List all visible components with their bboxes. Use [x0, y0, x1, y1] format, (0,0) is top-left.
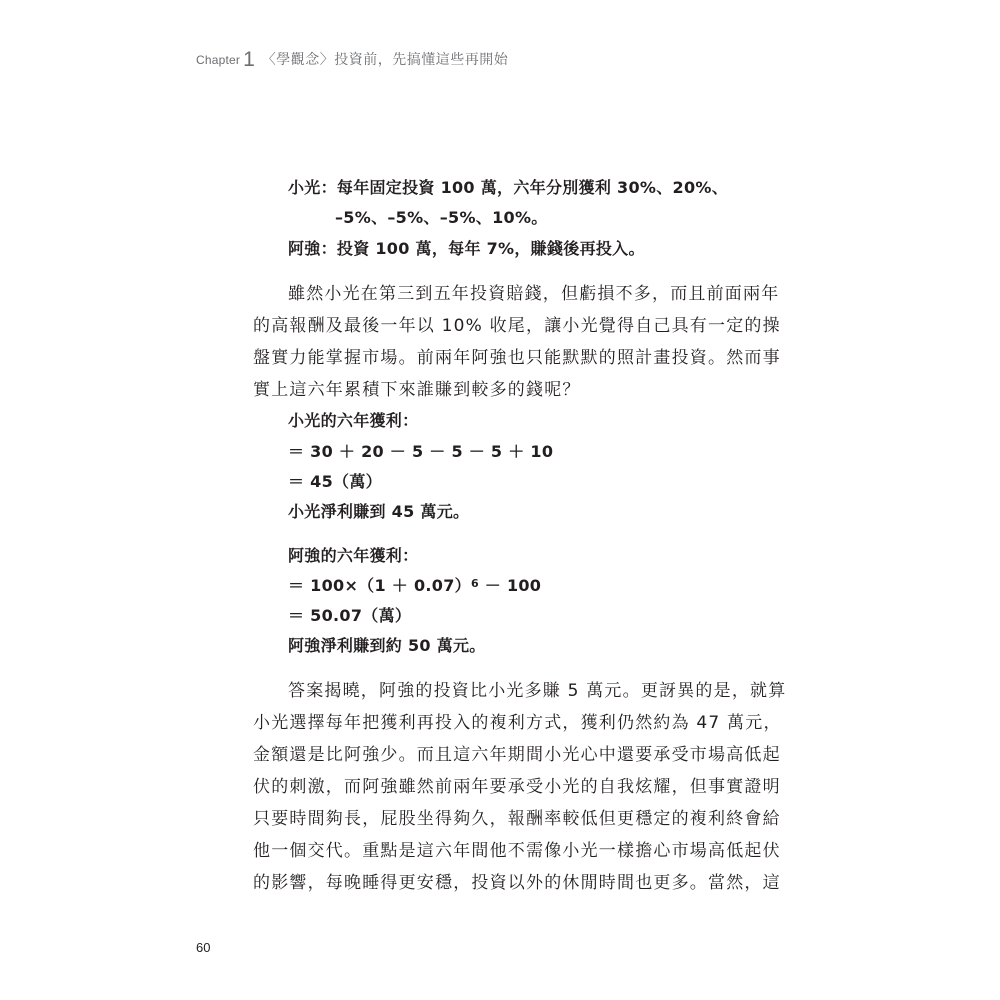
paragraph2-line: 只要時間夠長，屁股坐得夠久，報酬率較低但更穩定的複利終會給 — [253, 809, 781, 829]
chapter-number: 1 — [243, 48, 255, 71]
running-header — [196, 46, 508, 70]
paragraph2-line: 他一個交代。重點是這六年間他不需像小光一樣擔心市場高低起伏 — [253, 841, 781, 861]
scenario-aqiang-line: 阿強：投資 100 萬，每年 7%，賺錢後再投入。 — [288, 239, 645, 258]
paragraph1-line: 雖然小光在第三到五年投資賠錢，但虧損不多，而且前面兩年 — [288, 284, 780, 304]
xiaoguang-calc-line: ＝ 30 ＋ 20 － 5 － 5 － 5 ＋ 10 — [288, 442, 554, 461]
xiaoguang-calc-total: ＝ 45（萬） — [288, 472, 382, 491]
paragraph1-line: 的高報酬及最後一年以 10% 收尾，讓小光覺得自己具有一定的操 — [253, 316, 781, 336]
xiaoguang-calc-title: 小光的六年獲利： — [288, 411, 419, 430]
paragraph2-line: 伏的刺激，而阿強雖然前兩年要承受小光的自我炫耀，但事實證明 — [253, 777, 781, 797]
aqiang-calc-formula — [288, 573, 541, 596]
paragraph1-line: 實上這六年累積下來誰賺到較多的錢呢？ — [253, 380, 581, 400]
aqiang-calc-result: 阿強淨利賺到約 50 萬元。 — [288, 636, 486, 655]
paragraph2-line: 小光選擇每年把獲利再投入的複利方式，獲利仍然約為 47 萬元， — [253, 713, 782, 733]
formula-prefix: ＝ 100×（1 ＋ 0.07） — [288, 576, 471, 595]
paragraph2-line: 金額還是比阿強少。而且這六年期間小光心中還要承受市場高低起 — [253, 745, 781, 765]
paragraph1-line: 盤實力能掌握市場。前兩年阿強也只能默默的照計畫投資。然而事 — [253, 348, 781, 368]
aqiang-calc-title: 阿強的六年獲利： — [288, 546, 419, 565]
formula-suffix: － 100 — [478, 576, 542, 595]
paragraph2-line: 的影響，每晚睡得更安穩，投資以外的休閒時間也更多。當然，這 — [253, 873, 781, 893]
chapter-title: 〈學觀念〉投資前，先搞懂這些再開始 — [261, 52, 509, 68]
aqiang-calc-total: ＝ 50.07（萬） — [288, 606, 412, 625]
scenario-xiaoguang-line: 小光：每年固定投資 100 萬，六年分別獲利 30%、20%、 — [288, 178, 729, 197]
page-number: 60 — [196, 940, 211, 955]
xiaoguang-calc-result: 小光淨利賺到 45 萬元。 — [288, 502, 470, 521]
scenario-xiaoguang-continued: –5%、–5%、–5%、10%。 — [335, 208, 548, 227]
formula-exponent: 6 — [470, 577, 479, 590]
paragraph2-line: 答案揭曉，阿強的投資比小光多賺 5 萬元。更訝異的是，就算 — [288, 681, 787, 701]
chapter-label: Chapter — [196, 53, 241, 67]
